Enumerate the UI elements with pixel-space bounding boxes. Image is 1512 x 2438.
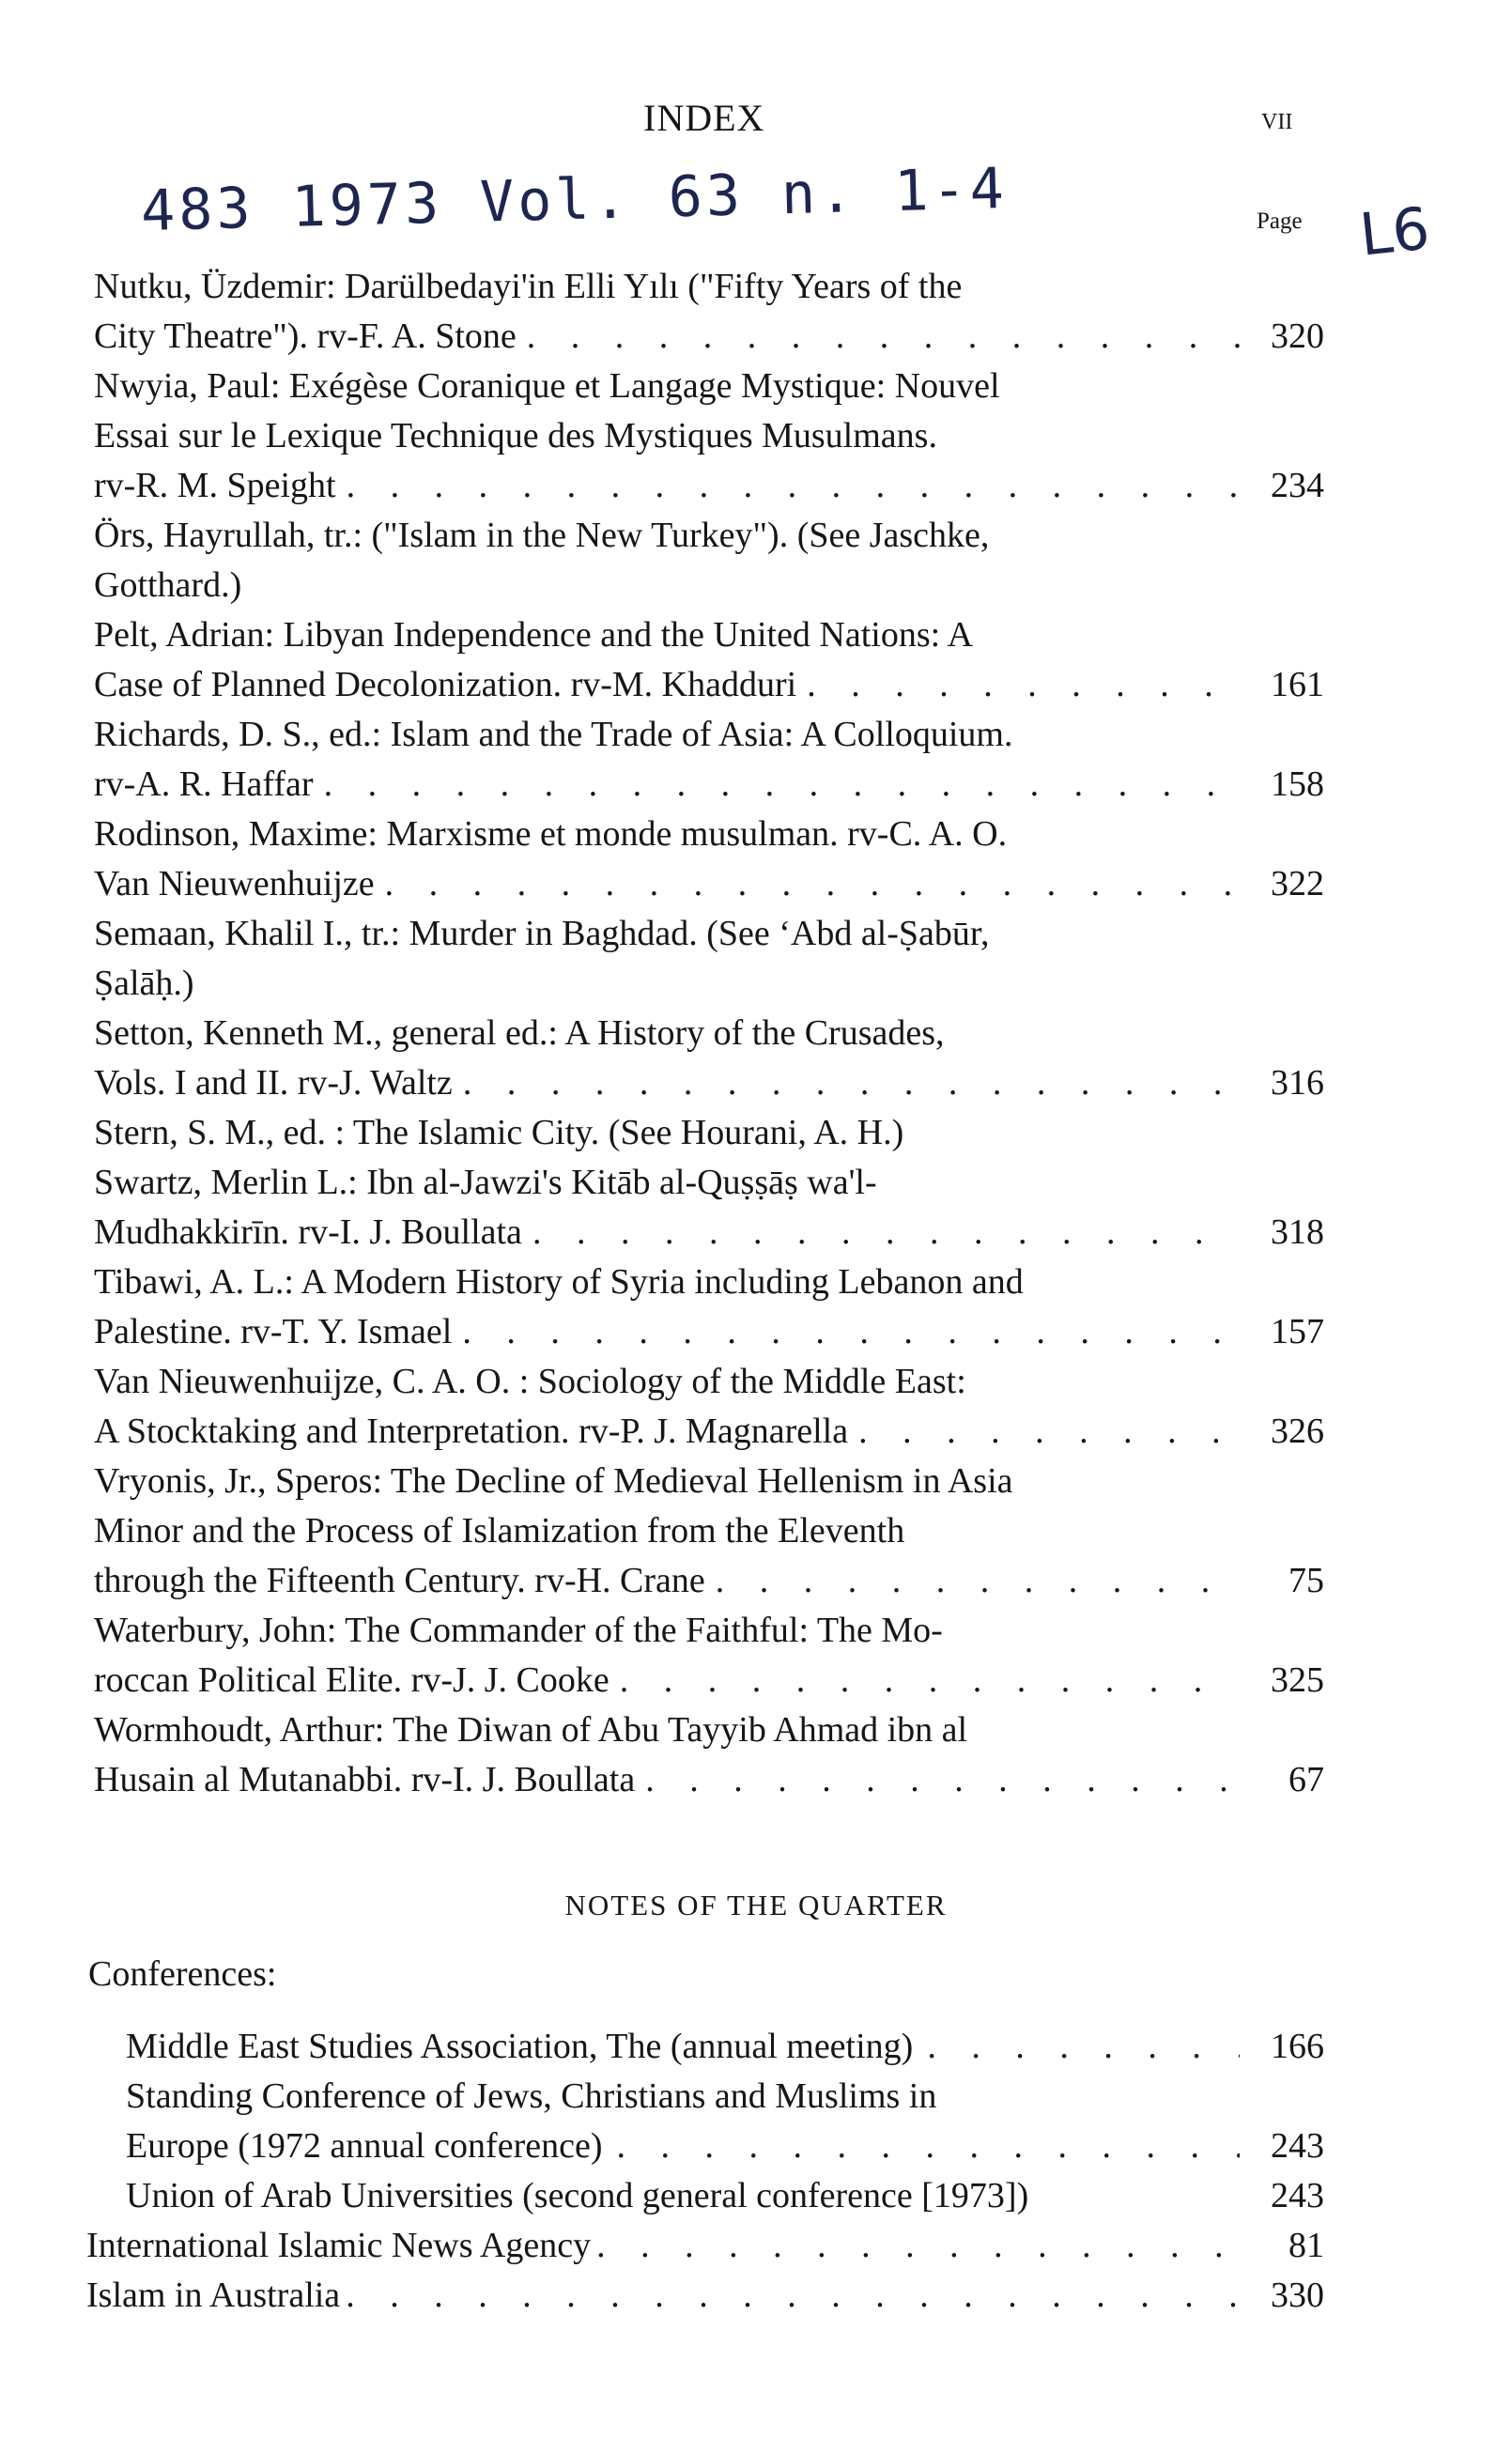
leader-dots bbox=[711, 1556, 1240, 1606]
entry-line: Swartz, Merlin L.: Ibn al-Jawzi's Kitāb al-Quṣṣāṣ wa'l- bbox=[94, 1163, 877, 1202]
entry-page-number: 322 bbox=[1271, 864, 1324, 903]
entry-final-line bbox=[94, 1058, 1324, 1108]
leader-dots bbox=[319, 760, 1240, 810]
leader-dots bbox=[457, 1307, 1240, 1357]
entry-page-number: 243 bbox=[1271, 2176, 1324, 2215]
entry-text: rv-R. M. Speight bbox=[94, 466, 336, 505]
conferences-label: Conferences: bbox=[88, 1954, 277, 1994]
entry-line: Semaan, Khalil I., tr.: Murder in Baghdad. (See ‘Abd al-Ṣabūr, bbox=[94, 914, 990, 953]
leader-dots bbox=[640, 1755, 1240, 1805]
entry-page-number: 166 bbox=[1271, 2027, 1324, 2066]
entry-final-line bbox=[94, 1656, 1324, 1705]
entry-page-number: 81 bbox=[1288, 2226, 1324, 2265]
entry-text: Vols. I and II. rv-J. Waltz bbox=[94, 1063, 453, 1103]
entry-text: Islam in Australia bbox=[86, 2276, 341, 2315]
entry-final-line bbox=[126, 2171, 1324, 2221]
entry-text: roccan Political Elite. rv-J. J. Cooke bbox=[94, 1660, 609, 1700]
entry-page-number: 330 bbox=[1271, 2276, 1324, 2315]
entry-page-number: 320 bbox=[1271, 316, 1324, 356]
leader-dots bbox=[380, 859, 1240, 909]
entry-page-number: 326 bbox=[1271, 1412, 1324, 1451]
leader-dots bbox=[528, 1208, 1240, 1258]
leader-dots bbox=[342, 461, 1240, 511]
entry-line: Tibawi, A. L.: A Modern History of Syria including Lebanon and bbox=[94, 1262, 1024, 1302]
entry-final-line bbox=[126, 2122, 1324, 2171]
index-entry bbox=[94, 1457, 1324, 1606]
entry-final-line bbox=[94, 312, 1324, 362]
index-entry bbox=[94, 1705, 1324, 1805]
index-entries bbox=[94, 262, 1324, 1805]
entry-final-line bbox=[94, 1407, 1324, 1457]
index-entry bbox=[94, 909, 1324, 1009]
index-entry bbox=[94, 810, 1324, 909]
index-entry bbox=[94, 262, 1324, 362]
handwritten-call-number: 483 1973 Vol. 63 n. 1-4 bbox=[140, 155, 1009, 245]
leader-dots bbox=[854, 1407, 1240, 1457]
leader-dots bbox=[596, 2221, 1240, 2271]
entry-final-line bbox=[126, 2022, 1324, 2072]
entry-final-line bbox=[94, 1208, 1324, 1258]
entry-text: Van Nieuwenhuijze bbox=[94, 864, 375, 903]
entry-text: Europe (1972 annual conference) bbox=[126, 2126, 603, 2166]
index-entry bbox=[94, 1357, 1324, 1457]
entry-page-number: 243 bbox=[1271, 2126, 1324, 2166]
entry-line: Standing Conference of Jews, Christians and Muslims in bbox=[126, 2076, 937, 2116]
entry-text: Husain al Mutanabbi. rv-I. J. Boullata bbox=[94, 1760, 636, 1799]
entry-line: Ṣalāḥ.) bbox=[94, 964, 194, 1003]
entry-line: Setton, Kenneth M., general ed.: A History of the Crusades, bbox=[94, 1013, 945, 1053]
entry-text: A Stocktaking and Interpretation. rv-P. J. Magnarella bbox=[94, 1412, 849, 1451]
entry-line: Essai sur le Lexique Technique des Mystiques Musulmans. bbox=[94, 416, 937, 455]
entry-text: City Theatre"). rv-F. A. Stone bbox=[94, 316, 517, 356]
handwritten-margin-mark: L6 bbox=[1356, 193, 1433, 270]
index-entry bbox=[94, 1108, 1324, 1158]
entry-line: Rodinson, Maxime: Marxisme et monde musulman. rv-C. A. O. bbox=[94, 814, 1008, 854]
entry-line: Stern, S. M., ed. : The Islamic City. (See Hourani, A. H.) bbox=[94, 1113, 904, 1152]
entry-line: Pelt, Adrian: Libyan Independence and the United Nations: A bbox=[94, 615, 974, 655]
entry-line: Nwyia, Paul: Exégèse Coranique et Langage Mystique: Nouvel bbox=[94, 366, 1000, 406]
entry-line: Waterbury, John: The Commander of the Faithful: The Mo- bbox=[94, 1611, 943, 1650]
entry-final-line bbox=[94, 859, 1324, 909]
entry-line: Richards, D. S., ed.: Islam and the Trade of Asia: A Colloquium. bbox=[94, 715, 1013, 754]
entry-text: Middle East Studies Association, The (annual meeting) bbox=[126, 2027, 914, 2066]
note-entry bbox=[86, 2072, 1324, 2171]
page-title: INDEX bbox=[643, 97, 765, 139]
leader-dots bbox=[458, 1058, 1240, 1108]
entry-line: Nutku, Üzdemir: Darülbedayi'in Elli Yılı ("Fifty Years of the bbox=[94, 267, 963, 306]
entry-page-number: 318 bbox=[1271, 1212, 1324, 1252]
page-header bbox=[0, 96, 1512, 143]
entry-page-number: 158 bbox=[1271, 764, 1324, 804]
entry-final-line bbox=[86, 2221, 1324, 2271]
entry-text: Case of Planned Decolonization. rv-M. Khadduri bbox=[94, 665, 797, 704]
index-entry bbox=[94, 1158, 1324, 1258]
entry-final-line bbox=[94, 461, 1324, 511]
note-entry bbox=[86, 2271, 1324, 2321]
entry-text: Palestine. rv-T. Y. Ismael bbox=[94, 1312, 453, 1351]
entry-text: Mudhakkirīn. rv-I. J. Boullata bbox=[94, 1212, 522, 1252]
entry-page-number: 67 bbox=[1288, 1760, 1324, 1799]
entry-page-number: 316 bbox=[1271, 1063, 1324, 1103]
entry-final-line bbox=[94, 660, 1324, 710]
page-number: vii bbox=[1261, 101, 1293, 136]
note-entry bbox=[86, 2221, 1324, 2271]
leader-dots bbox=[615, 1656, 1240, 1705]
entry-line: Gotthard.) bbox=[94, 565, 242, 605]
entry-final-line bbox=[86, 2271, 1324, 2321]
index-entry bbox=[94, 1009, 1324, 1108]
entry-page-number: 161 bbox=[1271, 665, 1324, 704]
index-entry bbox=[94, 1258, 1324, 1357]
leader-dots bbox=[346, 2271, 1240, 2321]
notes-heading: NOTES OF THE QUARTER bbox=[564, 1889, 948, 1921]
entry-text: Union of Arab Universities (second general conference [1973]) bbox=[126, 2176, 1029, 2215]
leader-dots bbox=[608, 2122, 1240, 2171]
index-entry bbox=[94, 710, 1324, 810]
index-entry bbox=[94, 610, 1324, 710]
leader-dots bbox=[522, 312, 1240, 362]
entry-line: Vryonis, Jr., Speros: The Decline of Medieval Hellenism in Asia bbox=[94, 1461, 1013, 1501]
entry-final-line bbox=[94, 760, 1324, 810]
entry-page-number: 325 bbox=[1271, 1660, 1324, 1700]
entry-line: Wormhoudt, Arthur: The Diwan of Abu Tayyib Ahmad ibn al bbox=[94, 1710, 968, 1750]
page-column-label: Page bbox=[1257, 208, 1303, 234]
note-entry bbox=[86, 2171, 1324, 2221]
entry-line: Minor and the Process of Islamization from the Eleventh bbox=[94, 1511, 905, 1551]
entry-text: rv-A. R. Haffar bbox=[94, 764, 314, 804]
entry-text: through the Fifteenth Century. rv-H. Crane bbox=[94, 1561, 705, 1600]
leader-dots bbox=[918, 2022, 1240, 2072]
entry-page-number: 157 bbox=[1271, 1312, 1324, 1351]
entry-final-line bbox=[94, 1755, 1324, 1805]
notes-entries bbox=[86, 2022, 1324, 2321]
entry-final-line bbox=[94, 1307, 1324, 1357]
entry-line: Van Nieuwenhuijze, C. A. O. : Sociology of the Middle East: bbox=[94, 1362, 966, 1401]
entry-page-number: 75 bbox=[1288, 1561, 1324, 1600]
entry-final-line bbox=[94, 1556, 1324, 1606]
leader-dots bbox=[802, 660, 1240, 710]
index-entry bbox=[94, 511, 1324, 610]
index-entry bbox=[94, 1606, 1324, 1705]
note-entry bbox=[86, 2022, 1324, 2072]
index-entry bbox=[94, 362, 1324, 511]
entry-page-number: 234 bbox=[1271, 466, 1324, 505]
entry-line: Örs, Hayrullah, tr.: ("Islam in the New Turkey"). (See Jaschke, bbox=[94, 516, 990, 555]
entry-text: International Islamic News Agency bbox=[86, 2226, 592, 2265]
